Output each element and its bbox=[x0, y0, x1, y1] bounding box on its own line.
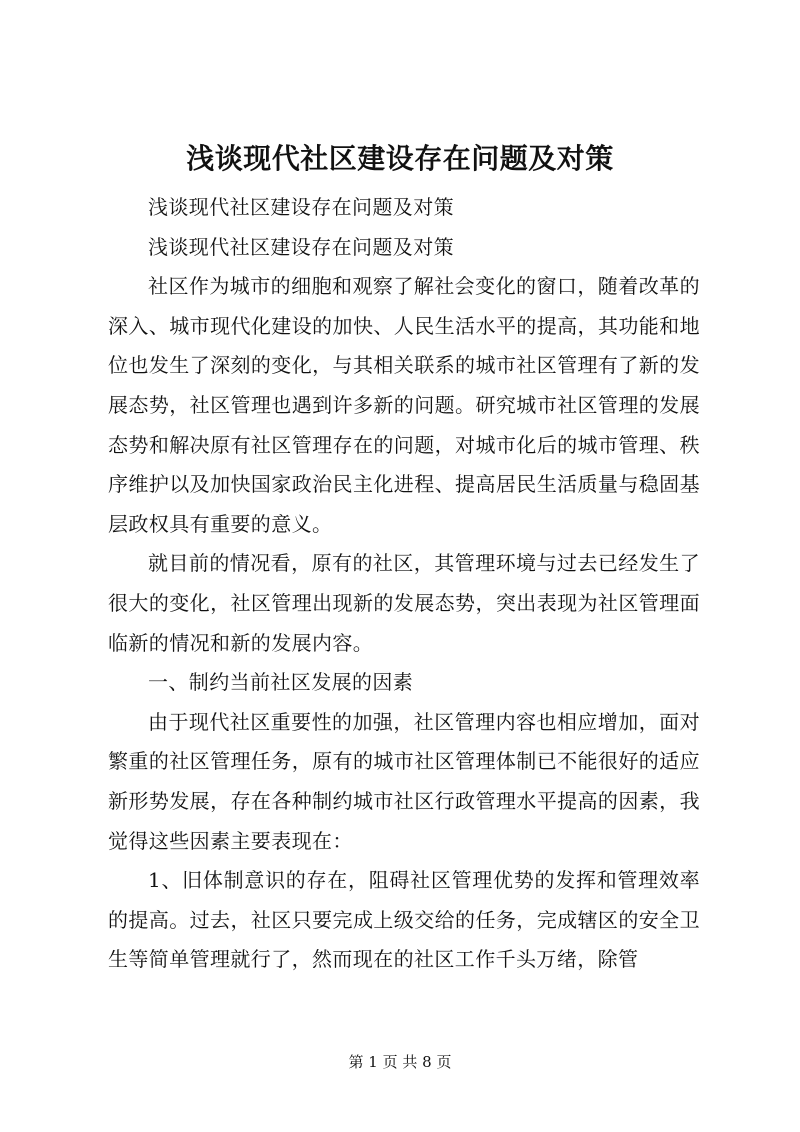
paragraph-subtitle-1: 浅谈现代社区建设存在问题及对策 bbox=[148, 195, 454, 219]
paragraph-current-situation: 就目前的情况看，原有的社区，其管理环境与过去已经发生了很大的变化，社区管理出现新的发展态势，突出表现为社区管理面临新的情况和新的发展内容。 bbox=[108, 551, 700, 655]
paragraph-point-1: 1、旧体制意识的存在，阻碍社区管理优势的发挥和管理效率的提高。过去，社区只要完成上级交给的任务，完成辖区的安全卫生等简单管理就行了，然而现在的社区工作千头万绪，除管 bbox=[108, 868, 700, 972]
document-title: 浅谈现代社区建设存在问题及对策 bbox=[186, 142, 614, 175]
paragraph-subtitle-2: 浅谈现代社区建设存在问题及对策 bbox=[148, 234, 454, 259]
paragraph-factors: 由于现代社区重要性的加强，社区管理内容也相应增加，面对繁重的社区管理任务，原有的城市社区管理体制已不能很好的适应新形势发展，存在各种制约城市社区行政管理水平提高的因素，我觉得这些因素主要表现在： bbox=[108, 709, 700, 853]
paragraph-intro: 社区作为城市的细胞和观察了解社会变化的窗口，随着改革的深入、城市现代化建设的加快、人民生活水平的提高，其功能和地位也发生了深刻的变化，与其相关联系的城市社区管理有了新的发展态势，社区管理也遇到许多新的问题。研究城市社区管理的发展态势和解决原有社区管理存在的问题，对城市化后的城市管理、秩序维护以及加快国家政治民主化进程、提高居民生活质量与稳固基层政权具有重要的意义。 bbox=[108, 274, 700, 536]
page-number-footer: 第 1 页 共 8 页 bbox=[348, 1053, 452, 1071]
section-heading-1: 一、制约当前社区发展的因素 bbox=[148, 670, 414, 695]
document-body bbox=[108, 188, 700, 980]
